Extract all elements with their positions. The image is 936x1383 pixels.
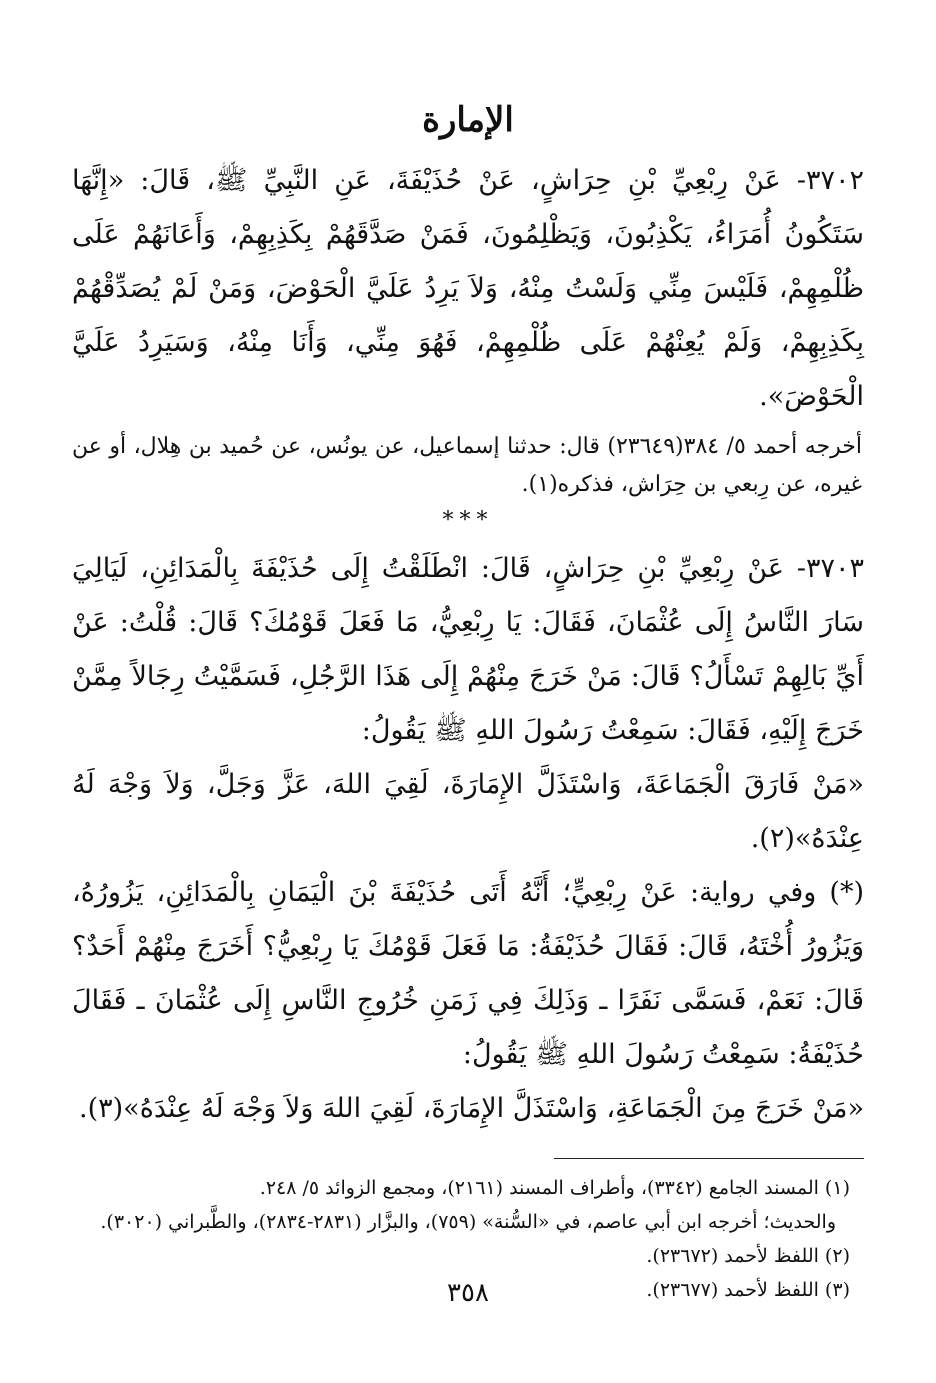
book-page [72, 96, 864, 1336]
hadith-3703-quote: «مَنْ فَارَقَ الْجَمَاعَةَ، وَاسْتَذَلَّ الإِمَارَةَ، لَقِيَ اللهَ، عَزَّ وَجَلَّ، وَلاَ وَجْهَ لَهُ عِنْدَهُ»(٢). [72, 769, 864, 854]
footnote-2: (٢) اللفظ لأحمد (٢٣٦٧٢). [646, 1245, 850, 1267]
footnote-3: (٣) اللفظ لأحمد (٢٣٦٧٧). [646, 1279, 850, 1301]
hadith-3702-takhrij: أخرجه أحمد ٥/ ٣٨٤(٢٣٦٤٩) قال: حدثنا إسماعيل، عن يونُس، عن حُميد بن هِلال، أو عن غيره، عن رِبعي بن حِرَاش، فذكره(١). [72, 434, 863, 497]
hadith-3703-riwaya-quote: «مَنْ خَرَجَ مِنَ الْجَمَاعَةِ، وَاسْتَذَلَّ الإِمَارَةَ، لَقِيَ اللهَ وَلاَ وَجْهَ لَهُ عِنْدَهُ»(٣). [79, 1093, 864, 1124]
footnote-1: (١) المسند الجامع (٣٣٤٢)، وأطراف المسند (٢١٦١)، ومجمع الزوائد ٥/ ٢٤٨. [259, 1177, 850, 1199]
hadith-3703-riwaya: (*) وفي رواية: عَنْ رِبْعِيٍّ؛ أَنَّهُ أَتَى حُذَيْفَةَ بْنَ الْيَمَانِ بِالْمَدَائِنِ، يَزُورُهُ، وَيَزُورُ أُخْتَهُ، قَالَ: فَقَالَ حُذَيْفَةُ: مَا فَعَلَ قَوْمُكَ يَا رِبْعِيُّ؟ أَخَرَجَ مِنْهُمْ أَحَدٌ؟ قَالَ: نَعَمْ، فَسَمَّى نَفَرًا ـ وَذَلِكَ فِي زَمَنِ خُرُوجِ النَّاسِ إِلَى عُثْمَانَ ـ فَقَالَ حُذَيْفَةُ: سَمِعْتُ رَسُولَ اللهِ ﷺ يَقُولُ: [72, 877, 864, 1070]
hadith-3702-text: ٣٧٠٢- عَنْ رِبْعِيِّ بْنِ حِرَاشٍ، عَنْ حُذَيْفَةَ، عَنِ النَّبِيِّ ﷺ، قَالَ: «إِنَّهَا سَتَكُونُ أُمَرَاءُ، يَكْذِبُونَ، وَيَظْلِمُونَ، فَمَنْ صَدَّقَهُمْ بِكَذِبِهِمْ، وَأَعَانَهُمْ عَلَى ظُلْمِهِمْ، فَلَيْسَ مِنِّي وَلَسْتُ مِنْهُ، وَلاَ يَرِدُ عَلَيَّ الْحَوْضَ، وَمَنْ لَمْ يُصَدِّقْهُمْ بِكَذِبِهِمْ، وَلَمْ يُعِنْهُمْ عَلَى ظُلْمِهِمْ، فَهُوَ مِنِّي، وَأَنَا مِنْهُ، وَسَيَرِدُ عَلَيَّ الْحَوْضَ». [72, 165, 864, 412]
footnote-divider [554, 1158, 864, 1159]
footnote-1-continuation: والحديث؛ أخرجه ابن أبي عاصم، في «السُّنة» (٧٥٩)، والبزَّار (٢٨٣١-٢٨٣٤)، والطَّبراني (٣٠٢٠). [100, 1211, 836, 1233]
section-separator: *** [442, 508, 494, 533]
hadith-3703-text: ٣٧٠٣- عَنْ رِبْعِيِّ بْنِ حِرَاشٍ، قَالَ: انْطَلَقْتُ إِلَى حُذَيْفَةَ بِالْمَدَائِنِ، لَيَالِيَ سَارَ النَّاسُ إِلَى عُثْمَانَ، فَقَالَ: يَا رِبْعِيُّ، مَا فَعَلَ قَوْمُكَ؟ قَالَ: قُلْتُ: عَنْ أَيِّ بَالِهِمْ تَسْأَلُ؟ قَالَ: مَنْ خَرَجَ مِنْهُمْ إِلَى هَذَا الرَّجُلِ، فَسَمَّيْتُ رِجَالاً مِمَّنْ خَرَجَ إِلَيْهِ، فَقَالَ: سَمِعْتُ رَسُولَ اللهِ ﷺ يَقُولُ: [72, 553, 864, 746]
chapter-title: الإمارة [422, 100, 514, 140]
page-number: ٣٥٨ [447, 1278, 489, 1308]
